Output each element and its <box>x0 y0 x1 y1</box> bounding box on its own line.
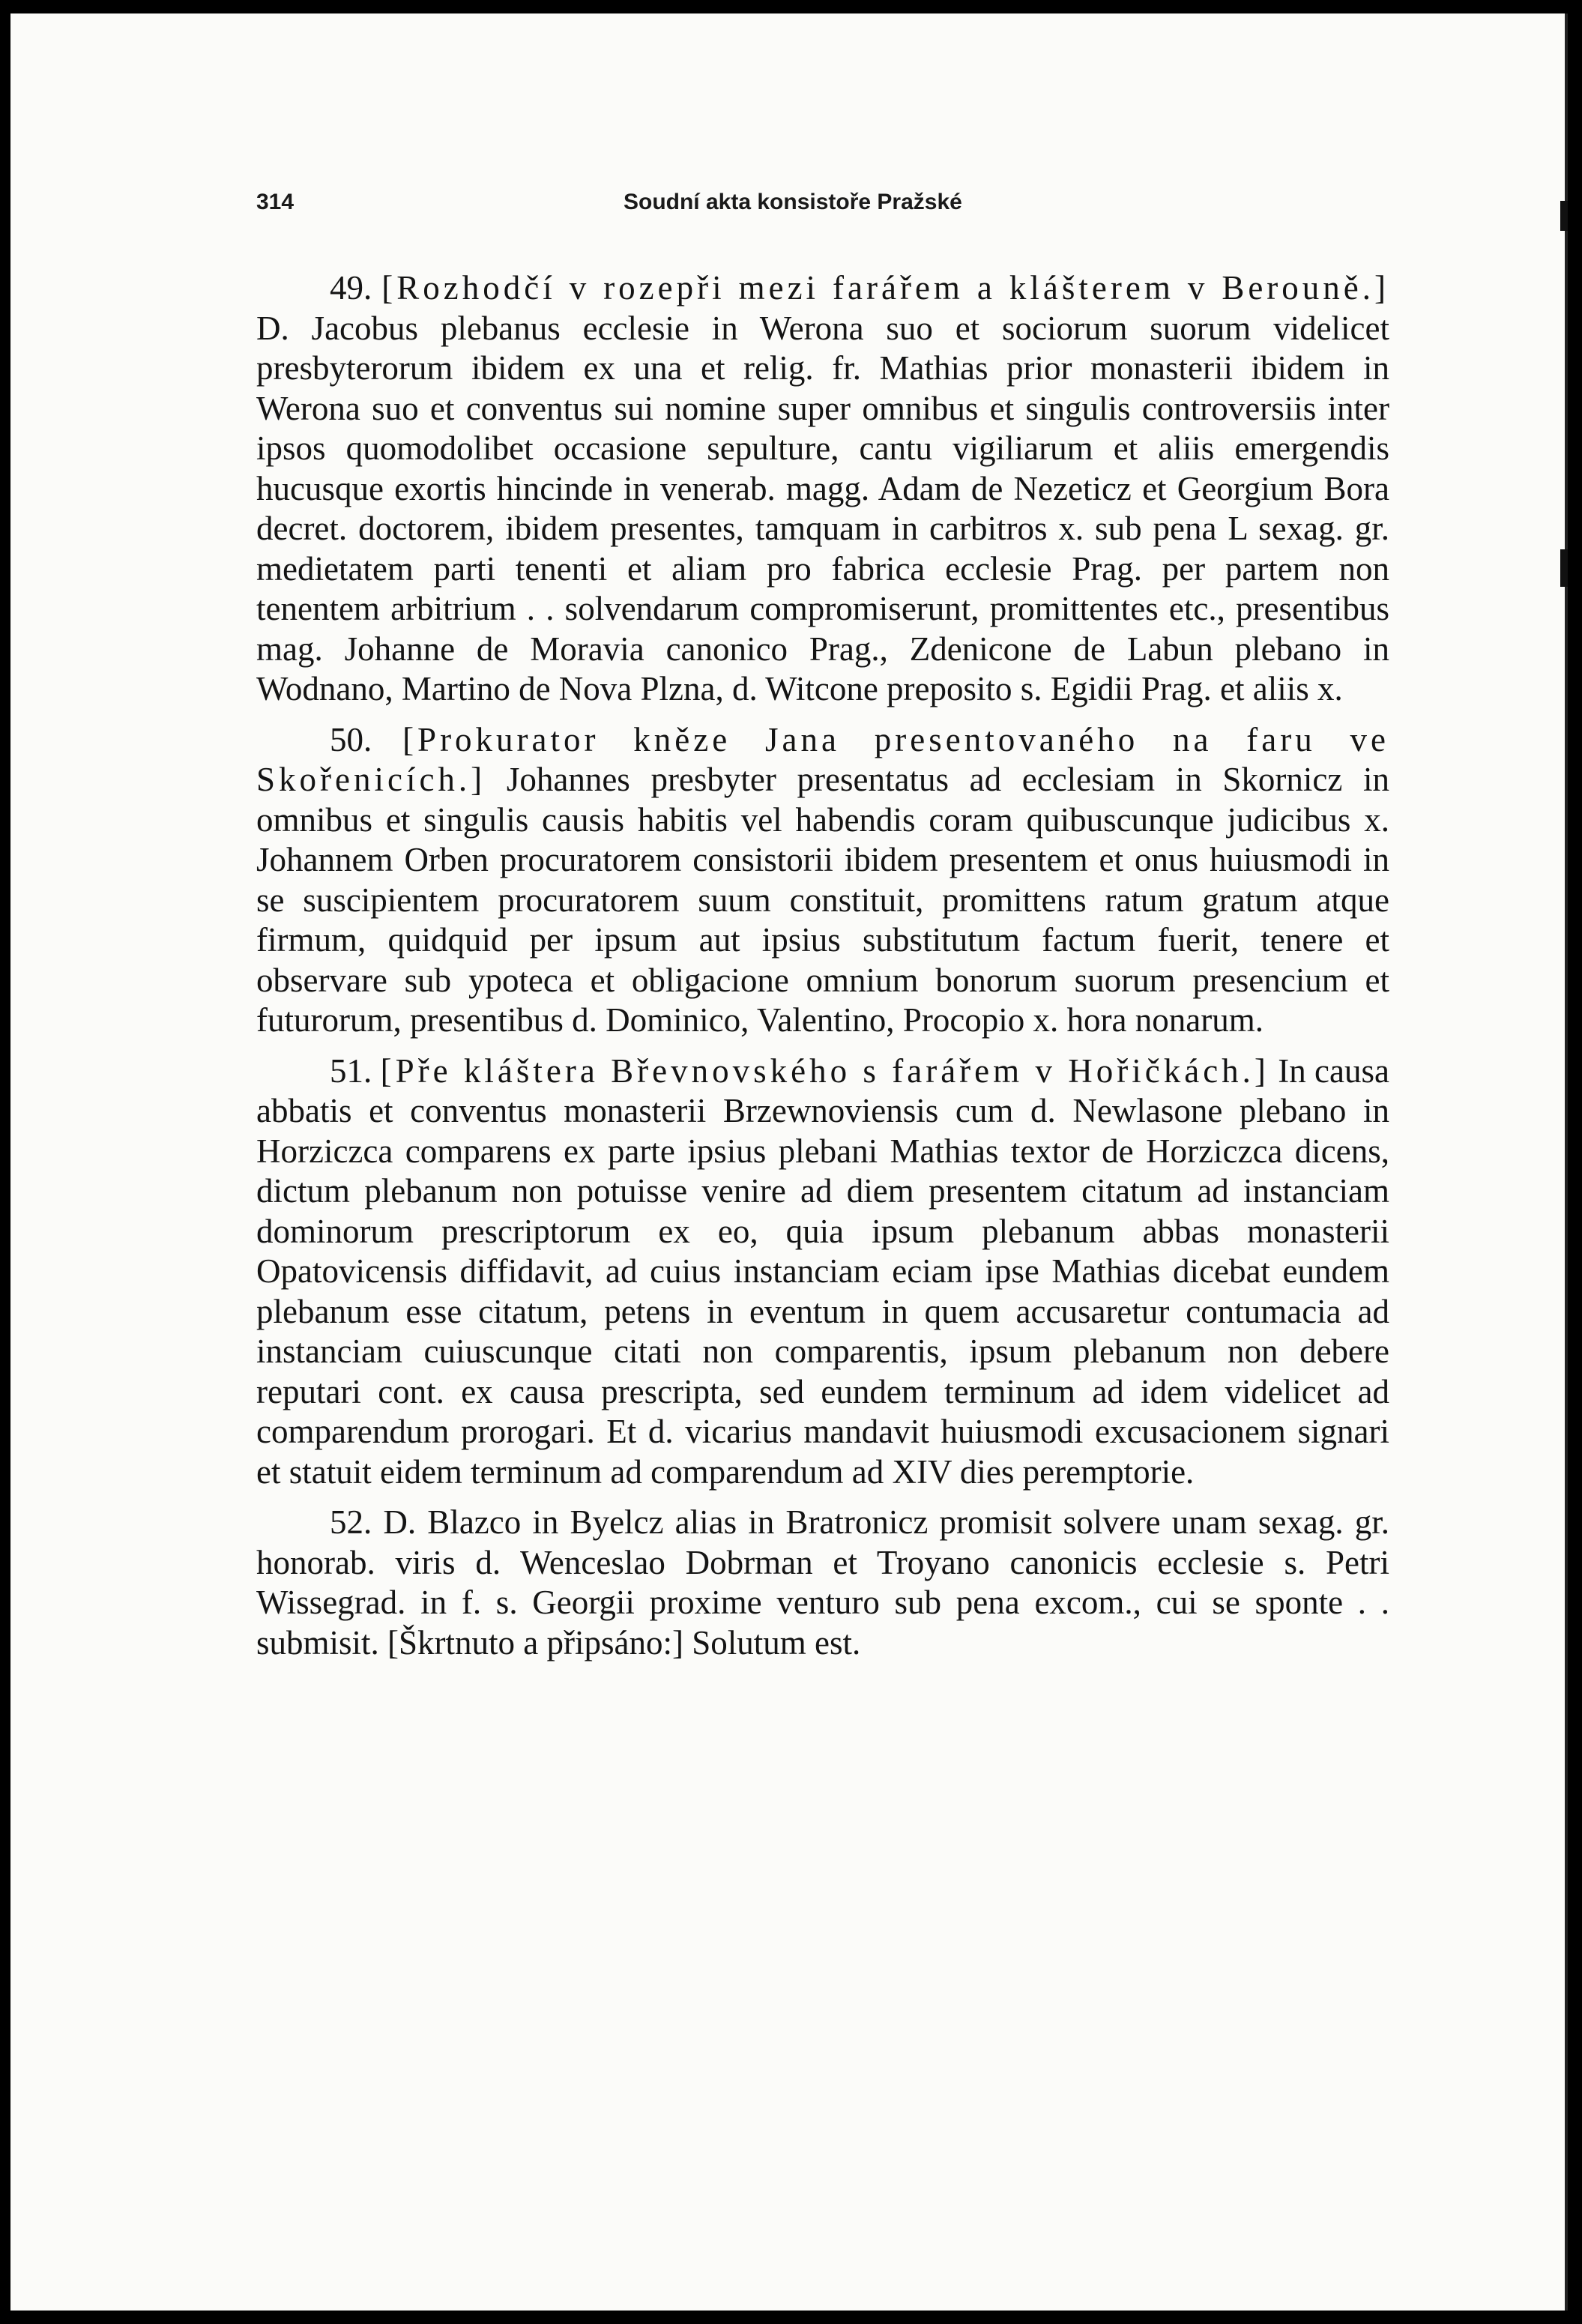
running-title: Soudní akta konsistoře Pražské <box>624 190 962 214</box>
page-number: 314 <box>256 190 295 214</box>
document-body <box>256 268 1389 1673</box>
entry-number: 49. <box>330 269 372 307</box>
entry-49 <box>256 268 1389 710</box>
entry-number: 51. <box>330 1051 372 1090</box>
edge-tick-middle <box>1560 549 1568 587</box>
entry-52 <box>256 1503 1389 1663</box>
entry-50 <box>256 720 1389 1041</box>
edge-tick-top <box>1560 201 1568 231</box>
entry-heading: [Prokurator kněze Jana presentovaného na faru ve Skořenicích.] <box>256 720 1390 798</box>
entry-text: D. Jacobus plebanus ecclesie in Werona suo et sociorum suorum videlicet presbyterorum ibidem ex una et relig. fr. Mathias prior monasterii ibidem in Werona suo et conventus sui nomine super omnibus et singulis controversiis inter ipsos quomodolibet occasione sepulture, cantu vigiliarum et aliis emergendis hucusque exortis hincinde in venerab. magg. Adam de Nezeticz et Georgium Bora decret. doctorem, ibidem presentes, tamquam in carbitros x. sub pena L sexag. gr. medietatem parti tenenti et aliam pro fabrica ecclesie Prag. per partem non tenentem arbitrium . . solvendarum compromiserunt, promittentes etc., presentibus mag. Johanne de Moravia canonico Prag., Zdenicone de Labun plebano in Wodnano, Martino de Nova Plzna, d. Witcone preposito s. Egidii Prag. et aliis x. <box>256 309 1389 707</box>
page-edge-line <box>1565 13 1568 2311</box>
entry-51 <box>256 1051 1389 1493</box>
scanned-page <box>10 13 1568 2311</box>
entry-text: D. Blazco in Byelcz alias in Bratronicz promisit solvere unam sexag. gr. honorab. viris d. Wenceslao Dobrman et Troyano canonicis ecclesie s. Petri Wissegrad. in f. s. Georgii proxime venturo sub pena excom., cui se sponte . . submisit. [Škrtnuto a připsáno:] Solutum est. <box>256 1503 1389 1661</box>
entry-heading: [Pře kláštera Břevnovského s farářem v Hořičkách.] <box>380 1051 1269 1090</box>
entry-number: 50. <box>330 720 372 758</box>
entry-text: In causa abbatis et conventus monasterii Brzewnoviensis cum d. Newlasone plebano in Horziczca comparens ex parte ipsius plebani Mathias textor de Horziczca dicens, dictum plebanum non potuisse venire ad diem presentem citatum ad instanciam dominorum prescriptorum ex eo, quia ipsum plebanum abbas monasterii Opatovicensis diffidavit, ad cuius instanciam eciam ipse Mathias dicebat eundem plebanum esse citatum, petens in eventum in quem accusaretur contumacia ad instanciam cuiuscunque citati non comparentis, ipsum plebanum non debere reputari cont. ex causa prescripta, sed eundem terminum ad idem videlicet ad comparendum prorogari. Et d. vicarius mandavit huiusmodi excusacionem signari et statuit eidem terminum ad comparendum ad XIV dies peremptorie. <box>256 1051 1389 1491</box>
entry-text: Johannes presbyter presentatus ad ecclesiam in Skornicz in omnibus et singulis causis habitis vel habendis coram quibuscunque judicibus x. Johannem Orben procuratorem consistorii ibidem presentem et onus huiusmodi in se suscipientem procuratorem suum constituit, promittens ratum gratum atque firmum, quidquid per ipsum aut ipsius substitutum factum fuerit, tenere et observare sub ypoteca et obligacione omnium bonorum suorum presencium et futurorum, presentibus d. Dominico, Valentino, Procopio x. hora nonarum. <box>256 761 1390 1039</box>
page-header <box>256 182 1043 227</box>
entry-number: 52. <box>330 1503 372 1541</box>
entry-heading: [Rozhodčí v rozepři mezi farářem a klášterem v Berouně.] <box>381 269 1389 307</box>
